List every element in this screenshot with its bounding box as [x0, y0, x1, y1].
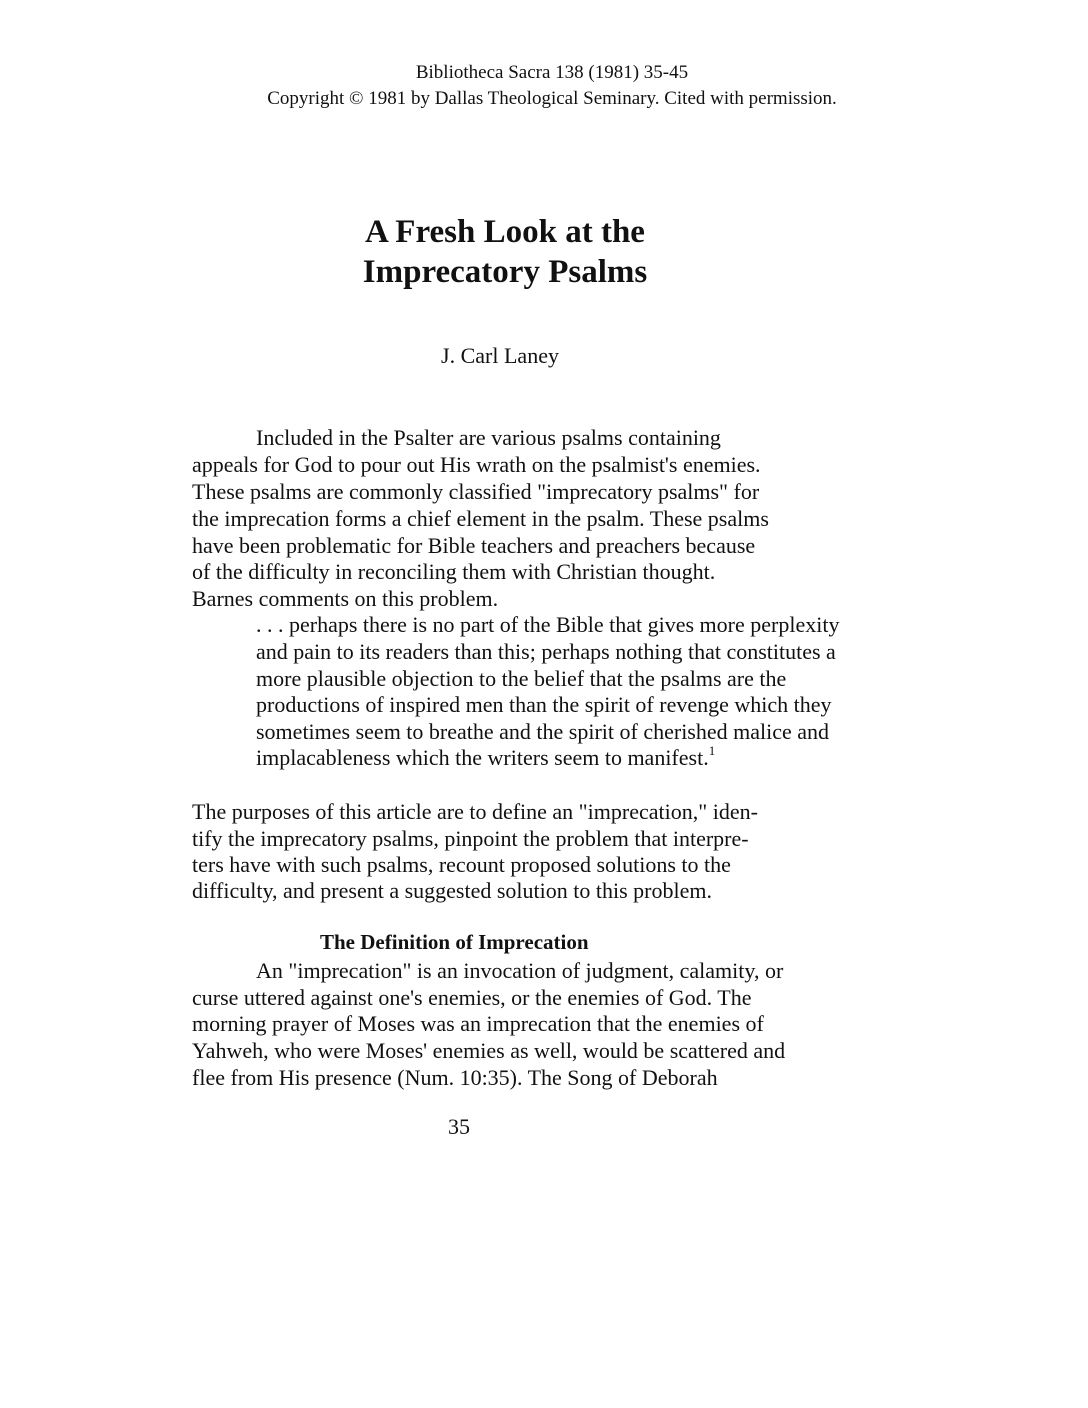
copyright-notice: Copyright © 1981 by Dallas Theological Seminary. Cited with permission.	[267, 88, 837, 109]
quote-line: . . . perhaps there is no part of the Bible that gives more perplexity	[256, 612, 840, 637]
definition-line: curse uttered against one's enemies, or the enemies of God. The	[192, 985, 752, 1010]
purpose-line: ters have with such psalms, recount proposed solutions to the	[192, 852, 731, 877]
page-number: 35	[448, 1114, 470, 1139]
definition-line: morning prayer of Moses was an imprecation that the enemies of	[192, 1011, 764, 1036]
intro-line: appeals for God to pour out His wrath on the psalmist's enemies.	[192, 452, 761, 477]
intro-line: These psalms are commonly classified "imprecatory psalms" for	[192, 479, 760, 504]
quote-line: and pain to its readers than this; perhaps nothing that constitutes a	[256, 639, 836, 664]
intro-line: of the difficulty in reconciling them with Christian thought.	[192, 559, 716, 584]
quote-line: sometimes seem to breathe and the spirit of cherished malice and	[256, 719, 830, 744]
quote-line: productions of inspired men than the spirit of revenge which they	[256, 692, 832, 717]
quote-line: implacableness which the writers seem to manifest.	[256, 745, 709, 770]
definition-line: An "imprecation" is an invocation of judgment, calamity, or	[256, 958, 784, 983]
purpose-line: difficulty, and present a suggested solution to this problem.	[192, 878, 712, 903]
intro-line: Barnes comments on this problem.	[192, 586, 499, 611]
intro-line: Included in the Psalter are various psalms containing	[256, 425, 721, 450]
author-name: J. Carl Laney	[441, 343, 559, 368]
purpose-line: The purposes of this article are to define an "imprecation," iden-	[192, 799, 758, 824]
footnote-reference[interactable]: 1	[708, 742, 716, 758]
intro-line: have been problematic for Bible teachers and preachers because	[192, 533, 756, 558]
article-title-line-2: Imprecatory Psalms	[362, 254, 648, 290]
article-title-line-1: A Fresh Look at the	[365, 214, 645, 250]
journal-citation: Bibliotheca Sacra 138 (1981) 35-45	[415, 62, 689, 83]
quote-line: more plausible objection to the belief that the psalms are the	[256, 666, 787, 691]
intro-line: the imprecation forms a chief element in the psalm. These psalms	[192, 506, 769, 531]
section-heading: The Definition of Imprecation	[320, 930, 589, 954]
quote-line-last	[256, 744, 715, 771]
purpose-line: tify the imprecatory psalms, pinpoint the problem that interpre-	[192, 826, 749, 851]
definition-line: flee from His presence (Num. 10:35). The Song of Deborah	[192, 1065, 718, 1090]
definition-line: Yahweh, who were Moses' enemies as well, would be scattered and	[192, 1038, 786, 1063]
